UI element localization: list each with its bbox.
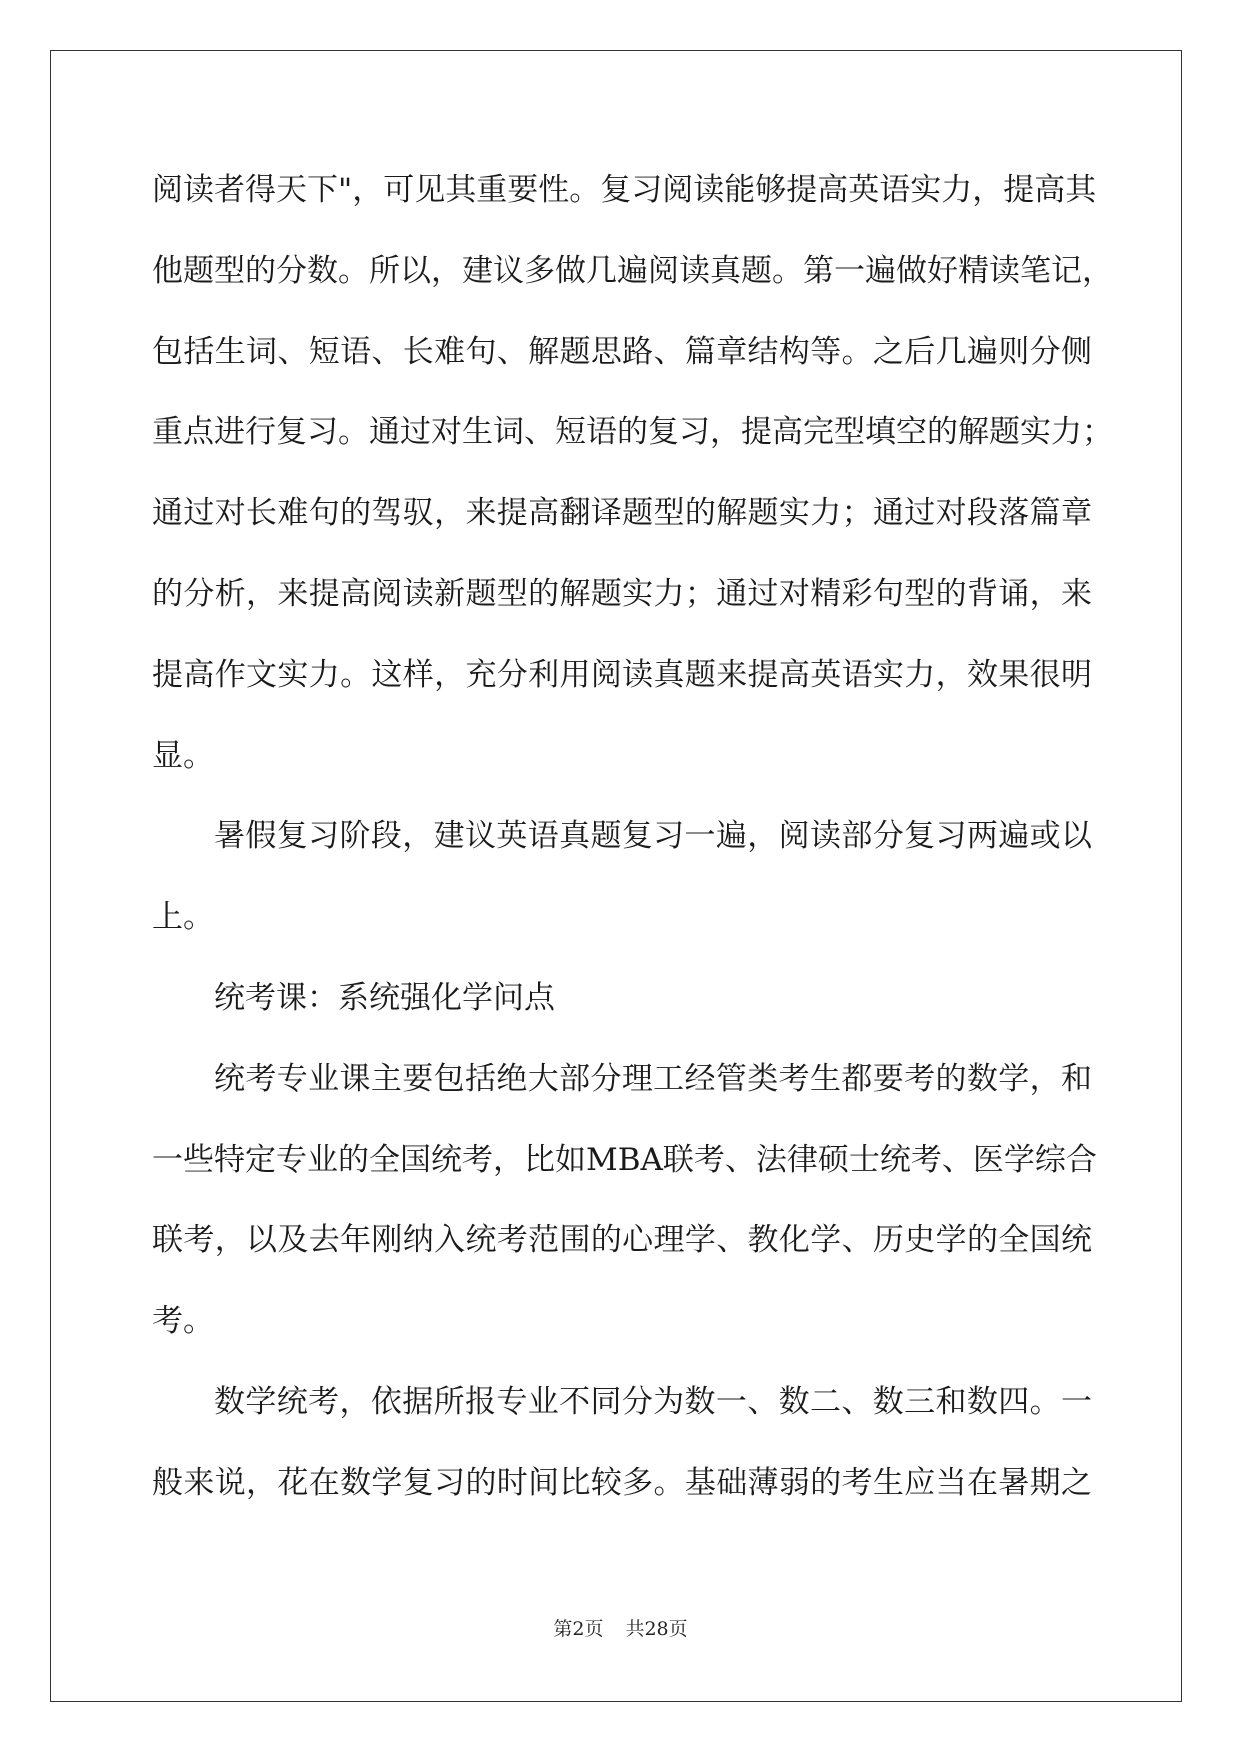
text-line: 重点进行复习。通过对生词、短语的复习，提高完型填空的解题实力；	[152, 414, 1113, 451]
text-line: 统考专业课主要包括绝大部分理工经管类考生都要考的数学，和	[214, 1060, 1092, 1097]
text-line: 提高作文实力。这样，充分利用阅读真题来提高英语实力，效果很明	[152, 656, 1092, 693]
text-line: 考。	[152, 1303, 214, 1340]
text-line: 包括生词、短语、长难句、解题思路、篇章结构等。之后几遍则分侧	[152, 333, 1092, 370]
text-line: 上。	[152, 899, 214, 936]
page-number: 第2页	[553, 1618, 604, 1640]
text-line: 暑假复习阶段，建议英语真题复习一遍，阅读部分复习两遍或以	[214, 818, 1092, 855]
section-heading: 统考课：系统强化学问点	[214, 979, 555, 1016]
text-line: 一些特定专业的全国统考，比如MBA联考、法律硕士统考、医学综合	[152, 1141, 1097, 1178]
page-footer	[0, 1614, 1241, 1641]
document-body	[152, 160, 1113, 1534]
text-line: 数学统考，依据所报专业不同分为数一、数二、数三和数四。一	[214, 1383, 1092, 1420]
text-line: 般来说，花在数学复习的时间比较多。基础薄弱的考生应当在暑期之	[152, 1464, 1092, 1501]
page-total: 共28页	[625, 1618, 688, 1640]
text-line: 阅读者得天下"，可见其重要性。复习阅读能够提高英语实力，提高其	[152, 172, 1097, 208]
text-line: 显。	[152, 737, 214, 774]
text-line: 的分析，来提高阅读新题型的解题实力；通过对精彩句型的背诵，来	[152, 575, 1092, 612]
text-line: 联考，以及去年刚纳入统考范围的心理学、教化学、历史学的全国统	[152, 1222, 1092, 1259]
text-line: 通过对长难句的驾驭，来提高翻译题型的解题实力；通过对段落篇章	[152, 495, 1092, 532]
text-line: 他题型的分数。所以，建议多做几遍阅读真题。第一遍做好精读笔记，	[152, 252, 1113, 289]
